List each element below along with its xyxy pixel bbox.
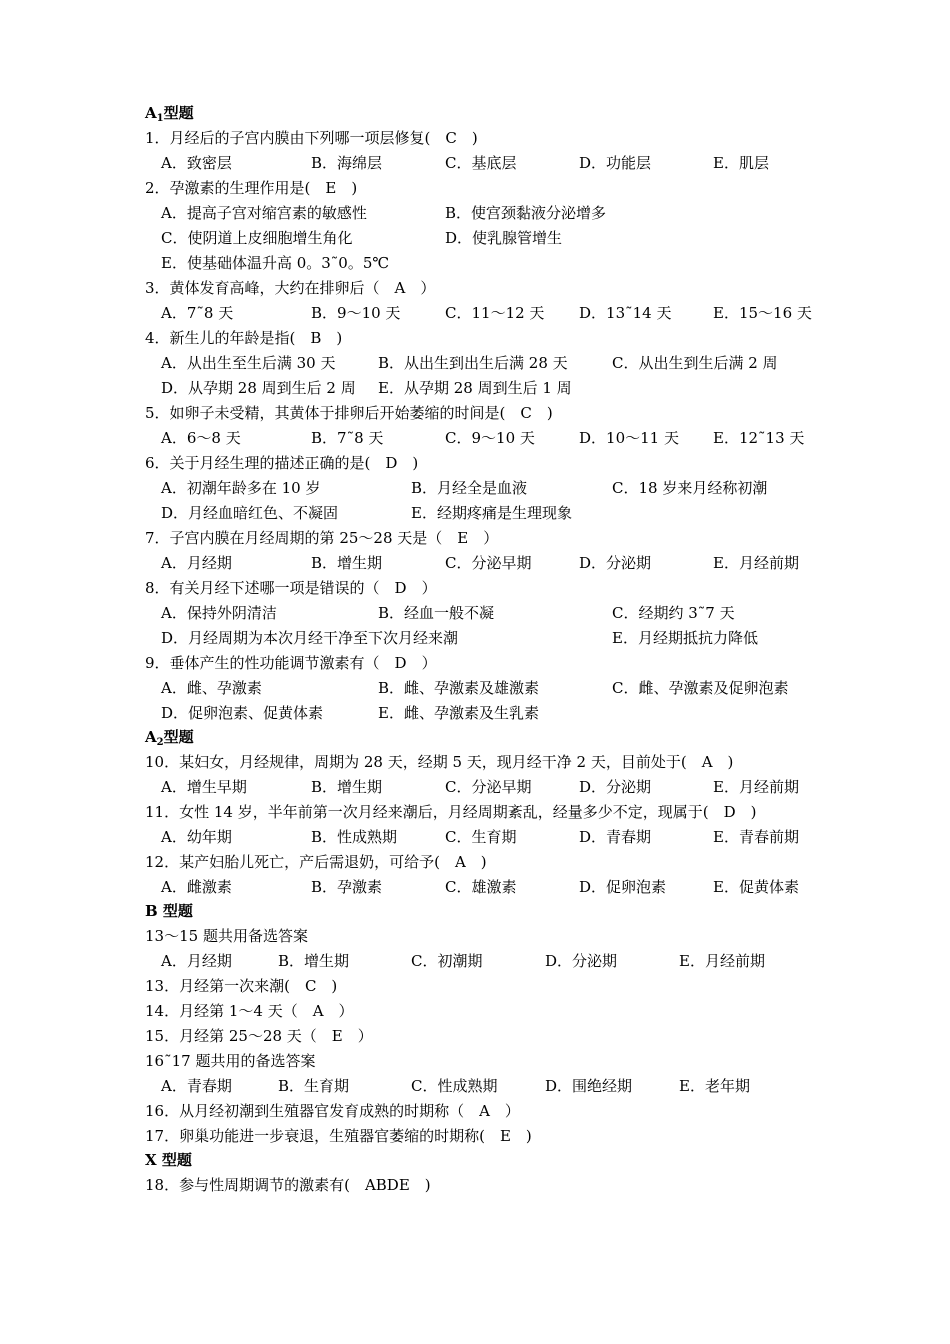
q1-option-e: E．肌层 — [713, 154, 769, 172]
q4-option-d: D．从孕期 28 周到生后 2 周 — [161, 379, 356, 397]
shared-answers-header-1: 13～15 题共用备选答案 — [145, 927, 308, 945]
q12-option-b: B．孕激素 — [311, 878, 383, 896]
q12-option-d: D．促卵泡素 — [579, 878, 667, 896]
q7-option-a: A．月经期 — [161, 554, 232, 572]
question-7: 7．子宫内膜在月经周期的第 25～28 天是（ E ） — [145, 529, 499, 547]
q3-option-a: A．7˜8 天 — [161, 304, 234, 322]
q1-option-b: B．海绵层 — [311, 154, 383, 172]
question-3: 3．黄体发育高峰，大约在排卵后（ A ） — [145, 279, 436, 297]
q10-option-d: D．分泌期 — [579, 778, 652, 796]
q1-option-a: A．致密层 — [161, 154, 232, 172]
question-15: 15．月经第 25～28 天（ E ） — [145, 1027, 373, 1045]
q8-option-e: E．月经期抵抗力降低 — [612, 629, 758, 647]
q3-option-e: E．15～16 天 — [713, 304, 812, 322]
q7-option-c: C．分泌早期 — [445, 554, 532, 572]
question-1: 1．月经后的子宫内膜由下列哪一项层修复( C ) — [145, 129, 478, 147]
q11-option-b: B．性成熟期 — [311, 828, 398, 846]
q4-option-c: C．从出生到生后满 2 周 — [612, 354, 778, 372]
q2-option-c: C．使阴道上皮细胞增生角化 — [161, 229, 353, 247]
b1-option-a: A．月经期 — [161, 952, 232, 970]
q8-option-b: B．经血一般不凝 — [378, 604, 495, 622]
question-4: 4．新生儿的年龄是指( B ) — [145, 329, 343, 347]
question-2: 2．孕激素的生理作用是( E ) — [145, 179, 358, 197]
q11-option-a: A．幼年期 — [161, 828, 232, 846]
q6-option-b: B．月经全是血液 — [411, 479, 528, 497]
question-12: 12．某产妇胎儿死亡，产后需退奶，可给予( A ) — [145, 853, 487, 871]
q2-option-a: A．提高子宫对缩宫素的敏感性 — [161, 204, 367, 222]
q6-option-c: C．18 岁来月经称初潮 — [612, 479, 768, 497]
question-6: 6．关于月经生理的描述正确的是( D ) — [145, 454, 419, 472]
q2-option-b: B．使宫颈黏液分泌增多 — [445, 204, 607, 222]
q2-option-e: E．使基础体温升高 0。3˜0。5℃ — [161, 254, 390, 272]
q5-option-c: C．9～10 天 — [445, 429, 535, 447]
q9-option-b: B．雌、孕激素及雄激素 — [378, 679, 540, 697]
b2-option-b: B．生育期 — [278, 1077, 350, 1095]
q6-option-a: A．初潮年龄多在 10 岁 — [161, 479, 321, 497]
question-17: 17．卵巢功能进一步衰退，生殖器官萎缩的时期称( E ) — [145, 1127, 532, 1145]
q10-option-b: B．增生期 — [311, 778, 383, 796]
q11-option-d: D．青春期 — [579, 828, 652, 846]
q3-option-d: D．13˜14 天 — [579, 304, 672, 322]
question-18: 18．参与性周期调节的激素有( ABDE ) — [145, 1176, 431, 1194]
q10-option-a: A．增生早期 — [161, 778, 247, 796]
q7-option-b: B．增生期 — [311, 554, 383, 572]
q10-option-c: C．分泌早期 — [445, 778, 532, 796]
section-a1-heading: $A_1$型题 — [145, 104, 194, 124]
q4-option-b: B．从出生到出生后满 28 天 — [378, 354, 568, 372]
q4-option-a: A．从出生至生后满 30 天 — [161, 354, 336, 372]
b1-option-e: E．月经前期 — [679, 952, 765, 970]
q6-option-e: E．经期疼痛是生理现象 — [411, 504, 572, 522]
b1-option-d: D．分泌期 — [545, 952, 618, 970]
q9-option-e: E．雌、孕激素及生乳素 — [378, 704, 539, 722]
q9-option-c: C．雌、孕激素及促卵泡素 — [612, 679, 789, 697]
q8-option-d: D．月经周期为本次月经干净至下次月经来潮 — [161, 629, 459, 647]
q2-option-d: D．使乳腺管增生 — [445, 229, 563, 247]
q1-option-d: D．功能层 — [579, 154, 652, 172]
q6-option-d: D．月经血暗红色、不凝固 — [161, 504, 339, 522]
section-a2-heading: $A_2$型题 — [145, 728, 194, 748]
q10-option-e: E．月经前期 — [713, 778, 799, 796]
shared-answers-header-2: 16˜17 题共用的备选答案 — [145, 1052, 316, 1070]
question-14: 14．月经第 1～4 天（ A ） — [145, 1002, 354, 1020]
b2-option-a: A．青春期 — [161, 1077, 232, 1095]
question-5: 5．如卵子未受精，其黄体于排卵后开始萎缩的时间是( C ) — [145, 404, 553, 422]
q3-option-c: C．11～12 天 — [445, 304, 545, 322]
question-16: 16．从月经初潮到生殖器官发育成熟的时期称（ A ） — [145, 1102, 520, 1120]
section-x-heading: X 型题 — [145, 1151, 192, 1169]
q7-option-d: D．分泌期 — [579, 554, 652, 572]
section-b-heading: B 型题 — [145, 902, 193, 920]
b1-option-b: B．增生期 — [278, 952, 350, 970]
q12-option-a: A．雌激素 — [161, 878, 232, 896]
q12-option-c: C．雄激素 — [445, 878, 517, 896]
q7-option-e: E．月经前期 — [713, 554, 799, 572]
q8-option-a: A．保持外阴清洁 — [161, 604, 277, 622]
q12-option-e: E．促黄体素 — [713, 878, 799, 896]
q4-option-e: E．从孕期 28 周到生后 1 周 — [378, 379, 572, 397]
q8-option-c: C．经期约 3˜7 天 — [612, 604, 735, 622]
q5-option-e: E．12˜13 天 — [713, 429, 805, 447]
q11-option-e: E．青春前期 — [713, 828, 799, 846]
q9-option-d: D．促卵泡素、促黄体素 — [161, 704, 324, 722]
q9-option-a: A．雌、孕激素 — [161, 679, 262, 697]
b2-option-c: C．性成熟期 — [411, 1077, 498, 1095]
q11-option-c: C．生育期 — [445, 828, 517, 846]
q1-option-c: C．基底层 — [445, 154, 517, 172]
q5-option-b: B．7˜8 天 — [311, 429, 384, 447]
question-9: 9．垂体产生的性功能调节激素有（ D ） — [145, 654, 437, 672]
question-11: 11．女性 14 岁，半年前第一次月经来潮后，月经周期紊乱，经量多少不定，现属于( D ) — [145, 803, 757, 821]
question-13: 13．月经第一次来潮( C ) — [145, 977, 338, 995]
question-10: 10．某妇女，月经规律，周期为 28 天，经期 5 天，现月经干净 2 天，目前处于( A ) — [145, 753, 734, 771]
q3-option-b: B．9～10 天 — [311, 304, 401, 322]
question-8: 8．有关月经下述哪一项是错误的（ D ） — [145, 579, 437, 597]
q5-option-a: A．6～8 天 — [161, 429, 241, 447]
b2-option-d: D．围绝经期 — [545, 1077, 633, 1095]
b2-option-e: E．老年期 — [679, 1077, 750, 1095]
b1-option-c: C．初潮期 — [411, 952, 483, 970]
q5-option-d: D．10～11 天 — [579, 429, 679, 447]
